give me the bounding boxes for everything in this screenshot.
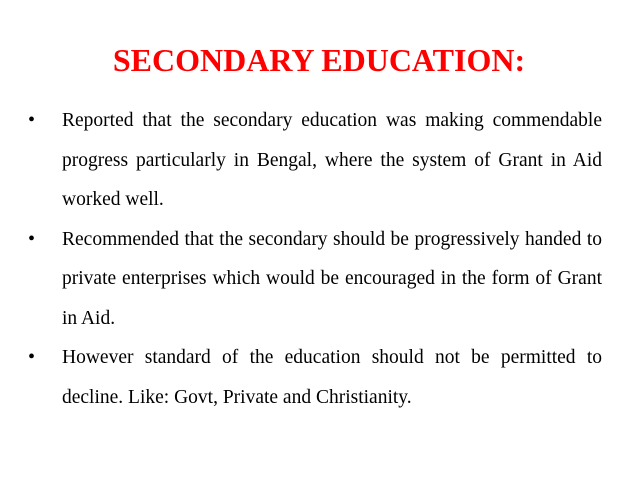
bullet-item-2 <box>28 220 602 339</box>
slide-title: SECONDARY EDUCATION: <box>112 42 526 78</box>
bullet-point-icon: • <box>28 109 36 131</box>
bullet-point-icon: • <box>28 346 36 368</box>
bullet-text: Recommended that the secondary should be progressively handed to private enterprises which would be encouraged in the form of Grant in Aid. <box>62 228 602 329</box>
bullet-list <box>28 101 602 417</box>
bullet-text: However standard of the education should not be permitted to decline. Like: Govt, Private and Christianity. <box>62 347 602 408</box>
bullet-item-1 <box>28 101 602 220</box>
bullet-item-3 <box>28 338 602 417</box>
bullet-point-icon: • <box>28 227 36 250</box>
bullet-text: Reported that the secondary education was making commendable progress particularly in Bengal, where the system of Grant in Aid worked well. <box>62 110 602 210</box>
